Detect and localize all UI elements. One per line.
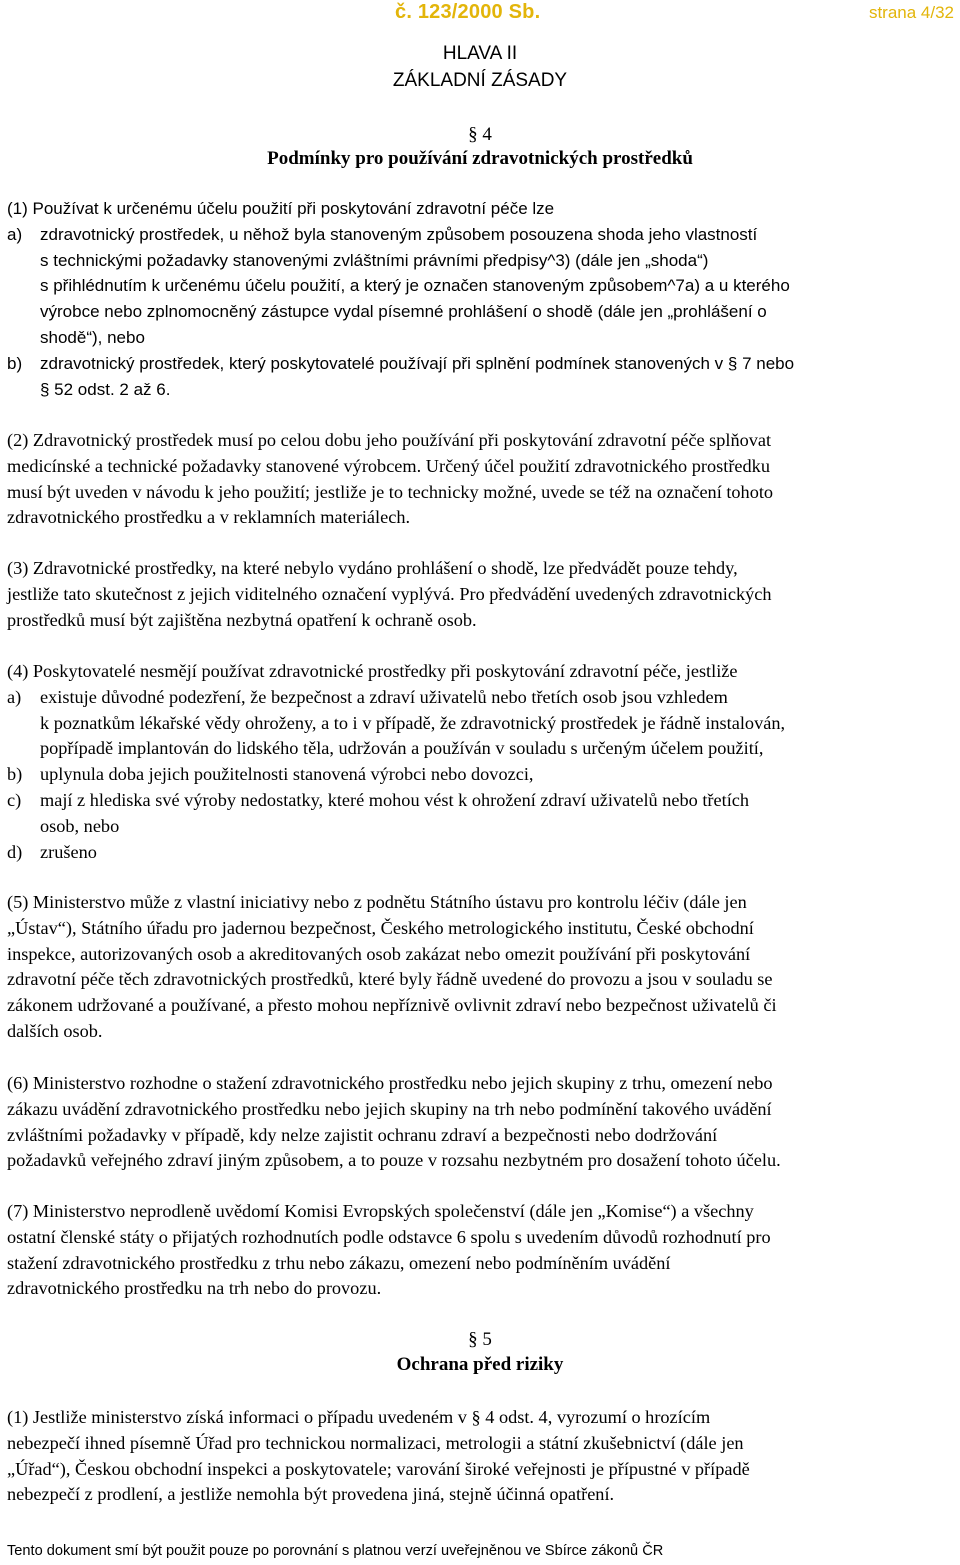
list-item-b [7, 351, 953, 377]
page-footer: Tento dokument smí být použit pouze po porovnání s platnou verzí uveřejněnou ve Sbírce zákonů ČR [7, 1543, 664, 1559]
paragraph-line: prostředků musí být zajištěna nezbytná opatření k ochraně osob. [7, 609, 477, 630]
paragraph-4-2 [7, 428, 953, 531]
list-label: d) [7, 841, 23, 862]
paragraph-line: zákazu uvádění zdravotnického prostředku nebo jejich skupiny na trh nebo podmínění takového uvádění [7, 1098, 772, 1119]
paragraph-line: zákonem udržované a používané, a přesto mohou nepříznivě ovlivnit zdraví nebo bezpečnost uživatelů či [7, 995, 777, 1016]
paragraph-line: musí být uveden v návodu k jeho použití; jestliže je to technicky možné, uvede se též na označení tohoto [7, 481, 774, 502]
page-number: strana 4/32 [868, 3, 954, 22]
page-header [0, 0, 960, 26]
list-label: b) [7, 764, 23, 785]
paragraph-4-1 [7, 196, 953, 402]
list-item-a [7, 222, 953, 248]
list-label: a) [7, 686, 22, 707]
paragraph-4-3 [7, 556, 953, 633]
paragraph-line: zdravotnického prostředku na trh nebo do provozu. [7, 1278, 382, 1299]
paragraph-line: (1) Jestliže ministerstvo získá informaci o případu uvedeném v § 4 odst. 4, vyrozumí o hrozícím [7, 1407, 711, 1427]
paragraph-4-5 [7, 890, 953, 1045]
list-item-b [7, 762, 953, 788]
paragraph-line: „Úřad“), Českou obchodní inspekci a poskytovatele; varování široké veřejnosti je přípustné v případě [7, 1458, 750, 1479]
paragraph-line: medicínské a technické požadavky stanovené výrobcem. Určený účel použití zdravotnického prostředku [7, 455, 770, 476]
paragraph-line: nebezpečí ihned písemně Úřad pro technickou normalizaci, metrologii a státní zkušebnictví (dále jen [7, 1432, 744, 1453]
paragraph-line: (2) Zdravotnický prostředek musí po celou dobu jeho používání při poskytování zdravotní péče splňovat [7, 430, 772, 450]
list-item-a [7, 685, 953, 711]
chapter-number: HLAVA II [442, 43, 518, 64]
document-number: č. 123/2000 Sb. [395, 1, 541, 23]
paragraph-line: (1) Používat k určenému účelu použití při poskytování zdravotní péče lze [7, 199, 555, 218]
list-line: zdravotnický prostředek, u něhož byla stanoveným způsobem posouzena shoda jeho vlastností [40, 224, 758, 244]
list-line: výrobce nebo zplnomocněný zástupce vydal písemné prohlášení o shodě (dále jen „prohlášení o [40, 302, 767, 322]
paragraph-line: zdravotnického prostředku a v reklamních materiálech. [7, 507, 411, 528]
list-label: c) [7, 789, 22, 810]
paragraph-line: (5) Ministerstvo může z vlastní iniciativy nebo z podnětu Státního ústavu pro kontrolu léčiv (dále jen [7, 892, 747, 912]
paragraph-line: inspekce, autorizovaných osob a akreditovaných osob zakázat nebo omezit používání při poskytování [7, 943, 751, 964]
list-line: k poznatkům lékařské vědy ohroženy, a to i v případě, že zdravotnický prostředek je řádně instalován, [40, 712, 786, 733]
paragraph-line: nebezpečí z prodlení, a jestliže nemohla být provedena jiná, stejně účinná opatření. [7, 1484, 615, 1505]
paragraph-line: zdravotní péče těch zdravotnických prostředků, které byly řádně uvedené do provozu a jsou v souladu se [7, 969, 773, 990]
section-5-mark: § 5 [468, 1329, 492, 1350]
list-line: s technickými požadavky stanovenými zvláštními právními předpisy^3) (dále jen „shoda“) [40, 250, 709, 270]
list-item-c [7, 788, 953, 814]
list-line: zdravotnický prostředek, který poskytovatelé používají při splnění podmínek stanovených v § 7 nebo [40, 353, 795, 373]
section-4-title: Podmínky pro používání zdravotnických prostředků [267, 148, 693, 169]
list-line: mají z hlediska své výroby nedostatky, které mohou vést k ohrožení zdraví uživatelů nebo třetích [40, 789, 750, 810]
paragraph-line: (7) Ministerstvo neprodleně uvědomí Komisi Evropských společenství (dále jen „Komise“) a všechny [7, 1201, 754, 1221]
list-line: s přihlédnutím k určenému účelu použití, a který je označen stanoveným způsobem^7a) a u kterého [40, 276, 790, 296]
list-line: uplynula doba jejich použitelnosti stanovená výrobci nebo dovozci, [40, 764, 534, 785]
list-line: zrušeno [40, 841, 97, 862]
paragraph-line: zvláštními požadavky v případě, kdy nelze zajistit ochranu zdraví a bezpečnosti nebo dodržování [7, 1124, 718, 1145]
paragraph-line: dalších osob. [7, 1020, 103, 1041]
list-line: shodě“), nebo [40, 327, 145, 347]
paragraph-5-1 [7, 1405, 953, 1508]
chapter-title: ZÁKLADNÍ ZÁSADY [392, 70, 568, 91]
list-line: osob, nebo [40, 815, 120, 836]
paragraph-4-6 [7, 1071, 953, 1174]
paragraph-4-4 [7, 659, 953, 865]
paragraph-line: ostatní členské státy o přijatých rozhodnutích podle odstavce 6 spolu s uvedením důvodů rozhodnutí pro [7, 1226, 771, 1247]
list-label: a) [7, 224, 23, 244]
list-item-d [7, 840, 953, 866]
paragraph-line: stažení zdravotnického prostředku z trhu nebo zákazu, omezení nebo podmíněním uvádění [7, 1252, 671, 1273]
paragraph-line: (3) Zdravotnické prostředky, na které nebylo vydáno prohlášení o shodě, lze předvádět pouze tehdy, [7, 558, 738, 578]
paragraph-line: požadavků veřejného zdraví jiným způsobem, a to pouze v rozsahu nezbytném pro dosažení tohoto účelu. [7, 1150, 781, 1171]
paragraph-line: (4) Poskytovatelé nesmějí používat zdravotnické prostředky při poskytování zdravotní péče, jestliže [7, 661, 738, 681]
paragraph-line: jestliže tato skutečnost z jejich viditelného označení vyplývá. Pro předvádění uvedených zdravotnických [7, 583, 772, 604]
list-label: b) [7, 353, 23, 373]
paragraph-line: (6) Ministerstvo rozhodne o stažení zdravotnického prostředku nebo jejich skupiny z trhu, omezení nebo [7, 1073, 773, 1093]
list-line: existuje důvodné podezření, že bezpečnost a zdraví uživatelů nebo třetích osob jsou vzhledem [40, 686, 728, 707]
list-line: § 52 odst. 2 až 6. [40, 379, 171, 399]
paragraph-line: „Ústav“), Státního úřadu pro jadernou bezpečnost, Českého metrologického institutu, České obchodní [7, 917, 754, 938]
section-5-title: Ochrana před riziky [396, 1354, 564, 1375]
section-4-mark: § 4 [468, 124, 492, 145]
list-line: popřípadě implantován do lidského těla, udržován a používán v souladu s určeným účelem použití, [40, 738, 764, 759]
paragraph-4-7 [7, 1199, 953, 1302]
